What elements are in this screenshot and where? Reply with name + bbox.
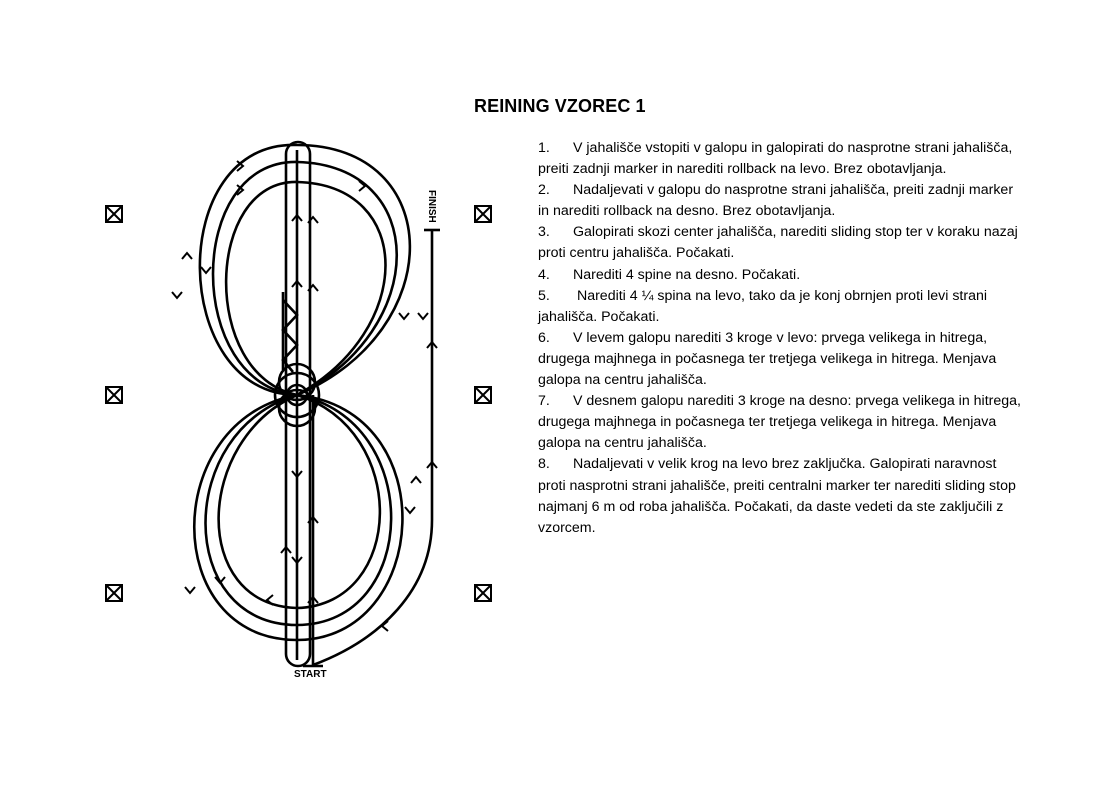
step-number: 3.: [538, 224, 550, 241]
upper-small-circle: [226, 182, 385, 395]
step-number: 1.: [538, 140, 550, 156]
arena-marker-icon: [475, 585, 491, 601]
instruction-step: [538, 286, 1022, 328]
step-number: 6.: [538, 329, 550, 346]
arena-marker-icon: [106, 585, 122, 601]
instruction-step: [538, 391, 1022, 454]
instruction-step: [538, 180, 1022, 222]
arena-marker-icon: [475, 206, 491, 222]
instruction-step: [538, 265, 1022, 286]
instruction-step: [538, 454, 1022, 538]
step-text: V jahališče vstopiti v galopu in galopirati do nasprotne strani jahališča, preiti zadnji marker in narediti rollback na levo. Brez obotavljanja.: [538, 140, 1013, 178]
step-text: V levem galopu narediti 3 kroge v levo: prvega velikega in hitrega, drugega majhnega in počasnega ter tretjega velikega in hitrega. Menjava galopa na centru jahališča.: [538, 329, 997, 389]
page-title: REINING VZOREC 1: [474, 96, 646, 116]
upper-mid-circle: [213, 162, 397, 395]
lower-large-circle: [194, 395, 402, 640]
step-text: Narediti 4 ¼ spina na levo, tako da je konj obrnjen proti levi strani jahališča. Počakati.: [538, 287, 988, 325]
instruction-step: [538, 222, 1022, 264]
start-label: START: [294, 669, 327, 680]
step-text: Nadaljevati v galopu do nasprotne strani jahališča, preiti zadnji marker in narediti rollback na desno. Brez obotavljanja.: [538, 182, 1014, 220]
reining-pattern-diagram: [0, 0, 520, 787]
step-number: 5.: [538, 287, 550, 304]
instructions-list: [538, 138, 1022, 539]
step-text: Galopirati skozi center jahališča, narediti sliding stop ter v koraku nazaj proti centru jahališča. Počakati.: [538, 224, 1018, 262]
step-text: Narediti 4 spine na desno. Počakati.: [573, 266, 801, 283]
step-number: 4.: [538, 266, 550, 283]
arena-marker-icon: [106, 387, 122, 403]
step-number: 2.: [538, 182, 550, 199]
arena-marker-icon: [106, 206, 122, 222]
step-text: V desnem galopu narediti 3 kroge na desno: prvega velikega in hitrega, drugega majhnega in počasnega ter tretjega velikega in hitrega. Menjava galopa na centru jahališča.: [538, 393, 1021, 452]
step-number: 8.: [538, 456, 550, 473]
instruction-step: [538, 328, 1022, 391]
arena-marker-icon: [475, 387, 491, 403]
step-number: 7.: [538, 393, 550, 410]
instruction-step: [538, 138, 1022, 180]
step-text: Nadaljevati v velik krog na levo brez zaključka. Galopirati naravnost proti nasprotni strani jahališče, preiti centralni marker ter narediti sliding stop najmanj 6 m od roba jahališča. Počakati, da daste vedeti da ste zaključili z vzorcem.: [538, 456, 1016, 536]
finish-label: FINISH: [426, 190, 437, 223]
